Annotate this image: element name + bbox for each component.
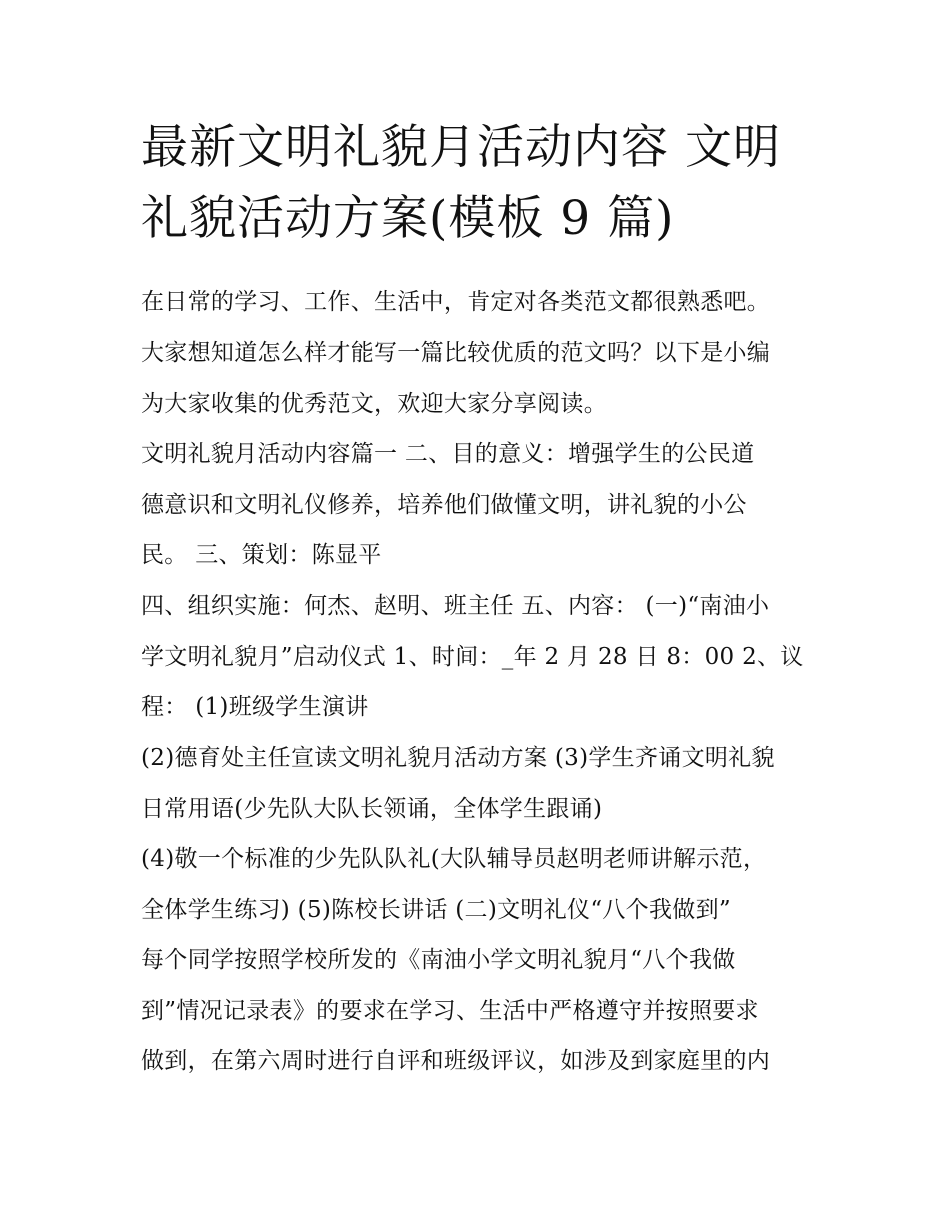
body-text-line: 文明礼貌月活动内容篇一 二、目的意义：增强学生的公民道 — [141, 441, 755, 467]
body-text-line: (2)德育处主任宣读文明礼貌月活动方案 (3)学生齐诵文明礼貌 — [141, 745, 775, 771]
body-text-line: 民。 三、策划：陈显平 — [141, 542, 382, 568]
body-text-line: 每个同学按照学校所发的《南油小学文明礼貌月“八个我做 — [141, 947, 736, 973]
body-text-line: 到”情况记录表》的要求在学习、生活中严格遵守并按照要求 — [141, 998, 759, 1024]
body-text-line: 德意识和文明礼仪修养，培养他们做懂文明，讲礼貌的小公 — [141, 492, 747, 518]
title-line: 最新文明礼貌月活动内容 文明 — [141, 120, 781, 175]
document-title — [141, 112, 821, 254]
body-text-line: 在日常的学习、工作、生活中，肯定对各类范文都很熟悉吧。 — [141, 289, 771, 315]
title-line: 礼貌活动方案(模板 9 篇) — [141, 191, 675, 246]
body-text-line: (4)敬一个标准的少先队队礼(大队辅导员赵明老师讲解示范， — [141, 846, 767, 872]
body-text-line: 日常用语(少先队大队长领诵，全体学生跟诵) — [141, 796, 603, 822]
body-text-line: 做到，在第六周时进行自评和班级评议，如涉及到家庭里的内 — [141, 1048, 771, 1074]
body-text-line: 全体学生练习) (5)陈校长讲话 (二)文明礼仪“八个我做到” — [141, 897, 731, 923]
body-text-line: 大家想知道怎么样才能写一篇比较优质的范文吗？以下是小编 — [141, 340, 771, 366]
body-text-line: 学文明礼貌月”启动仪式 1、时间：_年 2 月 28 日 8：00 2、议 — [141, 644, 804, 670]
body-text-line: 四、组织实施：何杰、赵明、班主任 五、内容： (一)“南油小 — [141, 593, 770, 619]
body-text-line: 为大家收集的优秀范文，欢迎大家分享阅读。 — [141, 391, 607, 417]
body-text-line: 程： (1)班级学生演讲 — [141, 694, 369, 720]
